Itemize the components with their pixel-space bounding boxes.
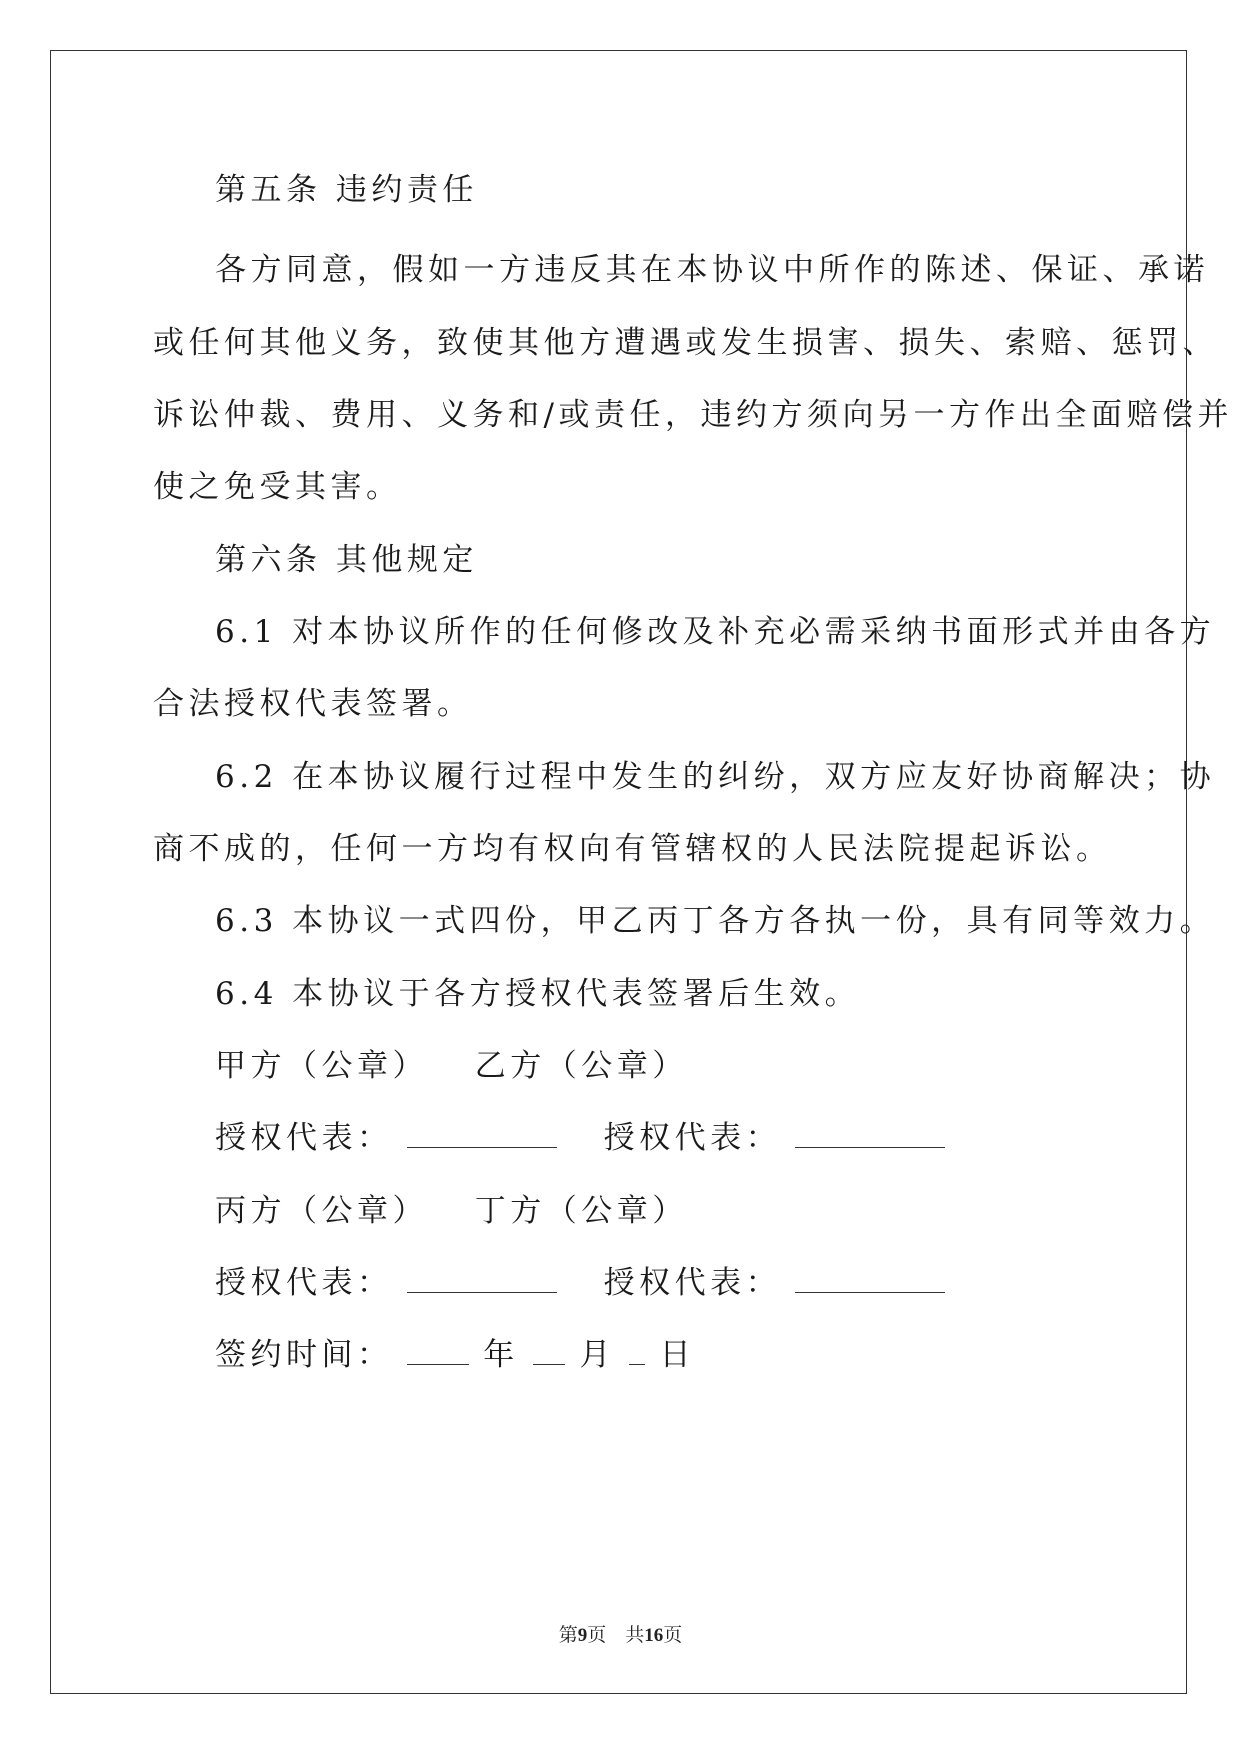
signature-row-cd bbox=[215, 1191, 688, 1231]
signing-date-label: 签约时间： bbox=[215, 1337, 393, 1373]
page-suffix: 页 bbox=[587, 1625, 607, 1646]
party-d-seal-label: 丁方（公章） bbox=[474, 1193, 688, 1229]
article-5-line-1: 各方同意，假如一方违反其在本协议中所作的陈述、保证、承诺 bbox=[215, 252, 1209, 288]
article-6-heading: 第六条 其他规定 bbox=[215, 542, 478, 578]
clause-6-1-line-1: 6.1 对本协议所作的任何修改及补充必需采纳书面形式并由各方 bbox=[215, 614, 1216, 650]
party-b-rep-label: 授权代表： bbox=[603, 1120, 782, 1156]
party-c-rep-blank[interactable] bbox=[407, 1264, 557, 1293]
rep-row-cd bbox=[215, 1263, 945, 1303]
total-prefix: 共 bbox=[625, 1625, 645, 1646]
day-label: 日 bbox=[659, 1337, 696, 1373]
party-a-rep-label: 授权代表： bbox=[215, 1120, 393, 1156]
rep-row-ab bbox=[215, 1118, 945, 1158]
year-blank[interactable] bbox=[407, 1336, 469, 1365]
party-a-rep-blank[interactable] bbox=[407, 1119, 557, 1148]
year-label: 年 bbox=[483, 1337, 519, 1373]
party-b-rep-blank[interactable] bbox=[795, 1119, 945, 1148]
clause-6-2-line-1: 6.2 在本协议履行过程中发生的纠纷，双方应友好协商解决；协 bbox=[215, 759, 1216, 795]
signature-row-ab bbox=[215, 1046, 688, 1086]
page-border bbox=[50, 50, 1187, 1694]
article-5-heading: 第五条 违约责任 bbox=[215, 172, 478, 208]
page-number: 9 bbox=[577, 1625, 588, 1646]
party-a-seal-label: 甲方（公章） bbox=[215, 1048, 428, 1084]
clause-6-3: 6.3 本协议一式四份，甲乙丙丁各方各执一份，具有同等效力。 bbox=[215, 903, 1216, 939]
total-pages: 16 bbox=[644, 1625, 664, 1646]
party-c-seal-label: 丙方（公章） bbox=[215, 1193, 428, 1229]
party-b-seal-label: 乙方（公章） bbox=[474, 1048, 688, 1084]
month-label: 月 bbox=[579, 1337, 615, 1373]
article-5-line-4: 使之免受其害。 bbox=[153, 469, 402, 505]
clause-6-4: 6.4 本协议于各方授权代表签署后生效。 bbox=[215, 976, 861, 1012]
party-d-rep-label: 授权代表： bbox=[603, 1265, 782, 1301]
clause-6-2-line-2: 商不成的，任何一方均有权向有管辖权的人民法院提起诉讼。 bbox=[153, 831, 1112, 867]
month-blank[interactable] bbox=[533, 1336, 565, 1365]
page-footer bbox=[0, 1620, 1241, 1647]
article-5-line-2: 或任何其他义务，致使其他方遭遇或发生损害、损失、索赔、惩罚、 bbox=[153, 325, 1218, 361]
clause-6-1-line-2: 合法授权代表签署。 bbox=[153, 686, 473, 722]
article-5-line-3: 诉讼仲裁、费用、义务和/或责任，违约方须向另一方作出全面赔偿并 bbox=[153, 397, 1233, 433]
total-suffix: 页 bbox=[663, 1625, 683, 1646]
signing-date-row bbox=[215, 1335, 695, 1375]
day-blank[interactable] bbox=[629, 1336, 645, 1365]
page-prefix: 第 bbox=[558, 1625, 578, 1646]
party-c-rep-label: 授权代表： bbox=[215, 1265, 393, 1301]
party-d-rep-blank[interactable] bbox=[795, 1264, 945, 1293]
